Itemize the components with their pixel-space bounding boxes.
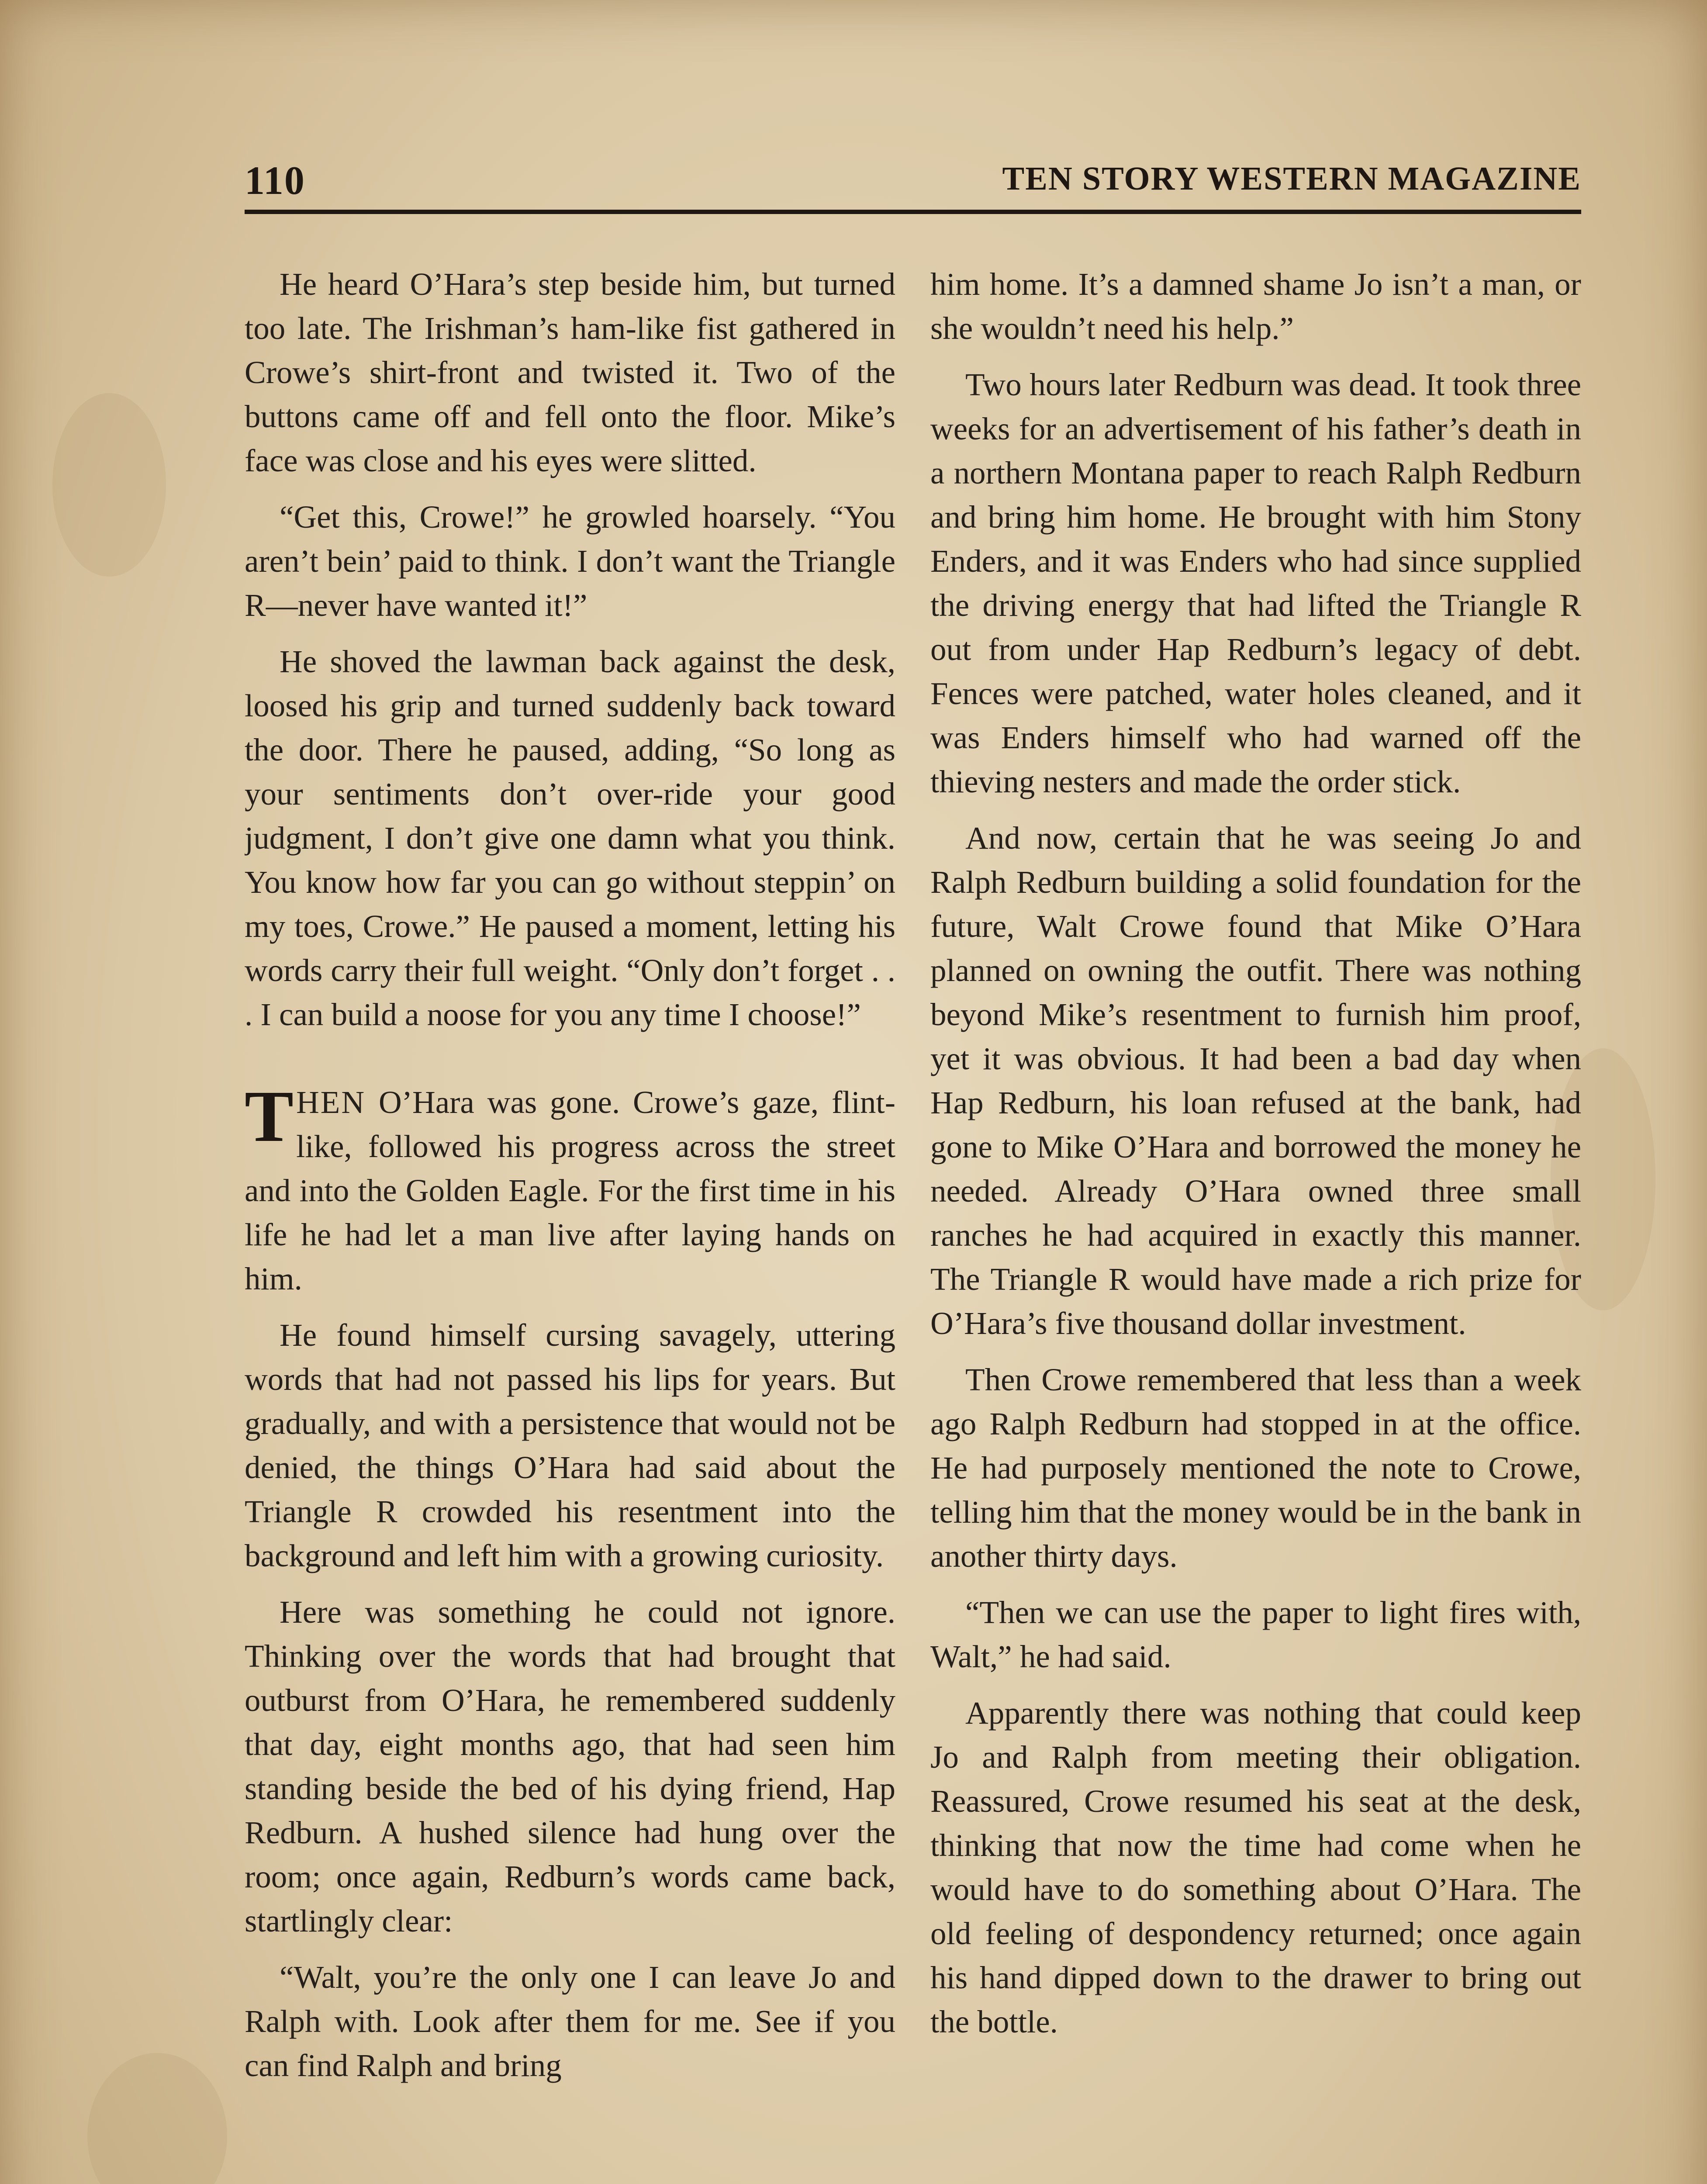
paper-stain bbox=[87, 2053, 227, 2184]
paper-stain bbox=[52, 393, 166, 577]
paragraph: Two hours later Redburn was dead. It took three weeks for an advertisement of his father’s death in a northern Montana paper to reach Ralph Redburn and bring him home. He brought with him Stony Enders, and it was Enders who had since supplied the driving energy that had lifted the Triangle R out from under Hap Redburn’s legacy of debt. Fences were patched, water holes cleaned, and it was Enders himself who had warned off the thieving nesters and made the order stick. bbox=[930, 367, 1581, 799]
paragraph: “Then we can use the paper to light fires with, Walt,” he had said. bbox=[930, 1595, 1581, 1674]
page-number: 110 bbox=[245, 158, 305, 203]
right-column bbox=[930, 262, 1581, 2184]
small-caps-lead: HEN bbox=[296, 1085, 366, 1120]
paragraph: He shoved the lawman back against the desk, loosed his grip and turned suddenly back toward the door. There he paused, adding, “So long as your sentiments don’t over-ride your good judgment, I don’t give one damn what you think. You know how far you can go without steppin’ on my toes, Crowe.” He paused a moment, letting his words carry their full weight. “Only don’t forget . . . I can build a noose for you any time I choose!” bbox=[245, 644, 895, 1032]
paragraph: Here was something he could not ignore. Thinking over the words that had brought that outburst from O’Hara, he remembered suddenly that day, eight months ago, that had seen him standing beside the bed of his dying friend, Hap Redburn. A hushed silence had hung over the room; once again, Redburn’s words came back, startlingly clear: bbox=[245, 1594, 895, 1939]
paragraph: Then Crowe remembered that less than a week ago Ralph Redburn had stopped in at the office. He had purposely mentioned the note to Crowe, telling him that the money would be in the bank in another thirty days. bbox=[930, 1362, 1581, 1574]
drop-cap: T bbox=[245, 1076, 294, 1157]
article-body bbox=[245, 262, 1581, 2184]
section-opening-paragraph bbox=[245, 1076, 895, 1301]
paragraph-text: O’Hara was gone. Crowe’s gaze, flint-like, followed his progress across the street and into the Golden Eagle. For the first time in his life he had let a man live after laying hands on him. bbox=[245, 1085, 895, 1296]
paragraph: “Walt, you’re the only one I can leave Jo and Ralph with. Look after them for me. See if you can find Ralph and bring bbox=[245, 1959, 895, 2083]
paragraph: He heard O’Hara’s step beside him, but turned too late. The Irishman’s ham-like fist gathered in Crowe’s shirt-front and twisted it. Two of the buttons came off and fell onto the floor. Mike’s face was close and his eyes were slitted. bbox=[245, 266, 895, 478]
paragraph: “Get this, Crowe!” he growled hoarsely. “You aren’t bein’ paid to think. I don’t want the Triangle R—never have wanted it!” bbox=[245, 499, 895, 623]
paragraph: Apparently there was nothing that could keep Jo and Ralph from meeting their obligation. Reassured, Crowe resumed his seat at the desk, thinking that now the time had come when he would have to do something about O’Hara. The old feeling of despondency returned; once again his hand dipped down to the drawer to bring out the bottle. bbox=[930, 1695, 1581, 2039]
running-head: TEN STORY WESTERN MAGAZINE bbox=[1002, 160, 1581, 197]
page-header bbox=[245, 157, 1581, 210]
paragraph: And now, certain that he was seeing Jo and Ralph Redburn building a solid foundation for the future, Walt Crowe found that Mike O’Hara planned on owning the outfit. There was nothing beyond Mike’s resentment to furnish him proof, yet it was obvious. It had been a bad day when Hap Redburn, his loan refused at the bank, had gone to Mike O’Hara and borrowed the money he needed. Already O’Hara owned three small ranches he had acquired in exactly this manner. The Triangle R would have made a rich prize for O’Hara’s five thousand dollar investment. bbox=[930, 820, 1581, 1341]
continued-paragraph: him home. It’s a damned shame Jo isn’t a man, or she wouldn’t need his help.” bbox=[930, 266, 1581, 346]
header-rule bbox=[245, 210, 1581, 214]
paragraph: He found himself cursing savagely, uttering words that had not passed his lips for years. But gradually, and with a persistence that would not be denied, the things O’Hara had said about the Triangle R crowded his resentment into the background and left him with a growing curiosity. bbox=[245, 1317, 895, 1573]
left-column bbox=[245, 262, 895, 2184]
